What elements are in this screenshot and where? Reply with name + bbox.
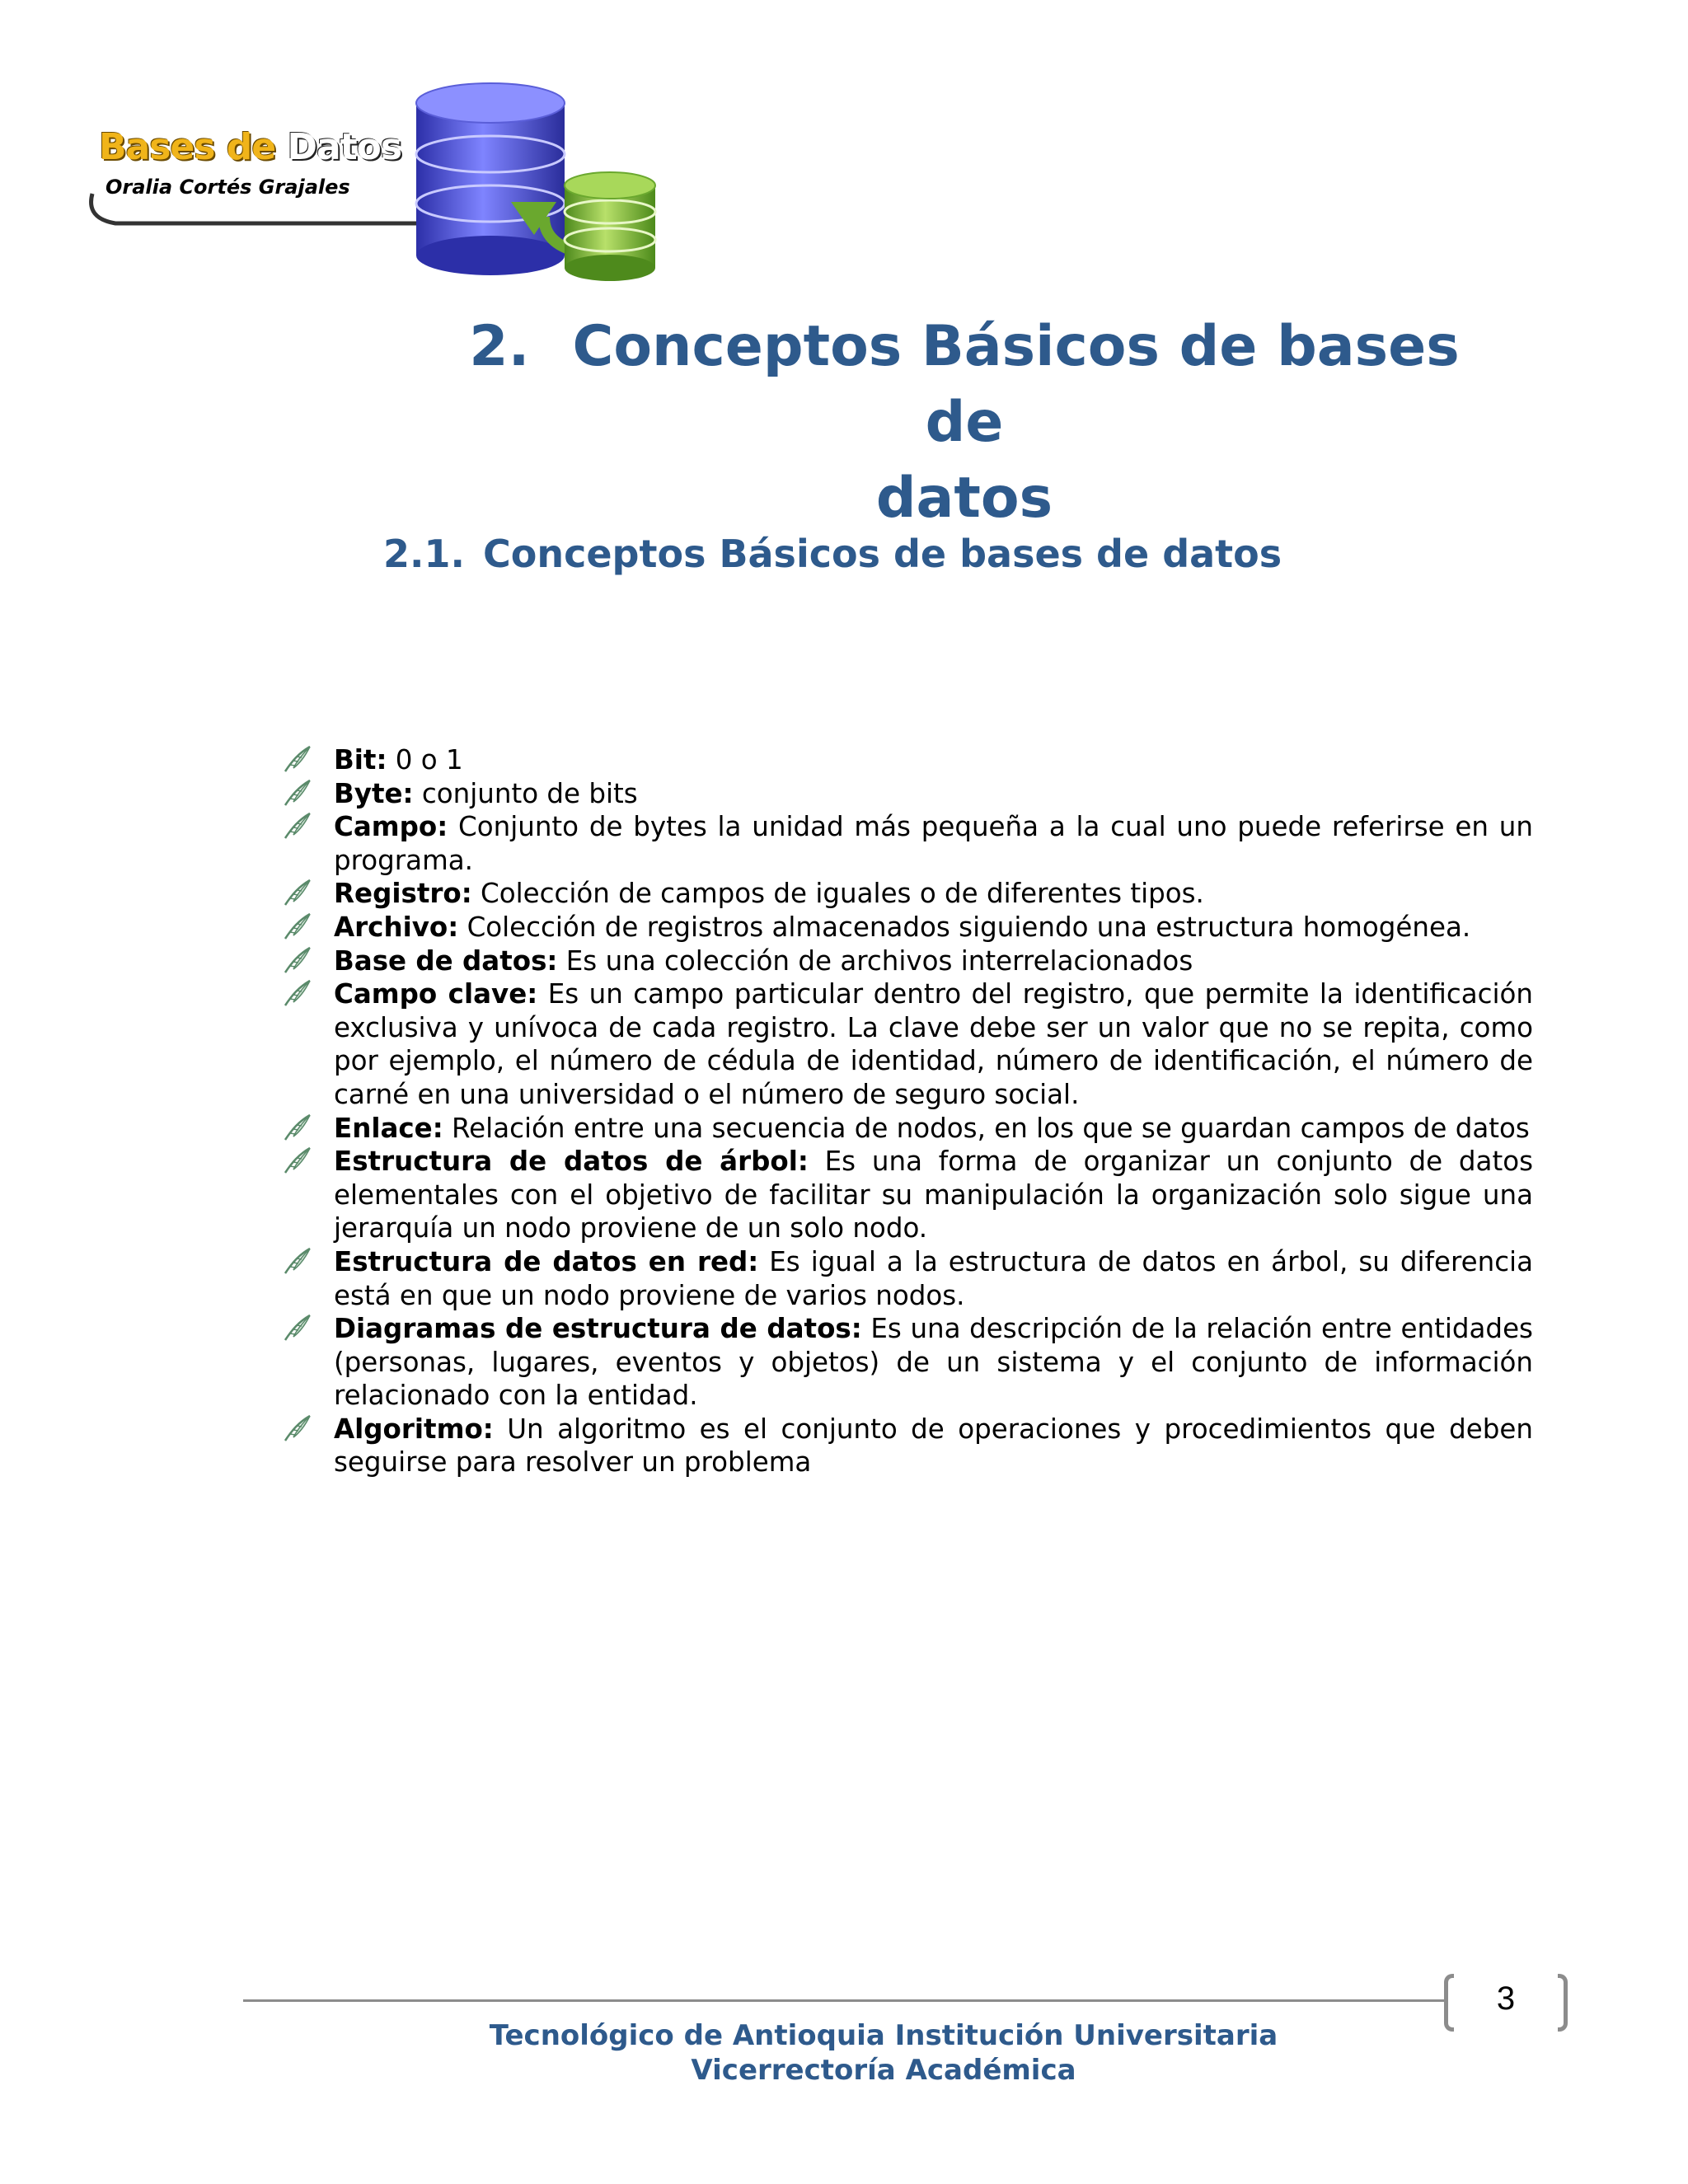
definition-text: Relación entre una secuencia de nodos, en los que se guardan campos de datos [443, 1112, 1530, 1144]
definition-term: Estructura de datos de árbol: [334, 1146, 809, 1178]
logo-title-part2: Datos [287, 126, 402, 168]
definition-term: Base de datos: [334, 944, 558, 977]
definition-term: Archivo: [334, 911, 459, 943]
definition-text: Un algoritmo es el conjunto de operaciones y procedimientos que deben seguirse para resolver un problema [334, 1413, 1533, 1479]
definitions-list [280, 743, 1533, 1479]
chapter-title [429, 309, 1500, 537]
definition-item [280, 911, 1533, 944]
definition-item [280, 1145, 1533, 1245]
feather-bullet-icon [280, 1112, 313, 1145]
feather-bullet-icon [280, 777, 313, 810]
definition-item [280, 1245, 1533, 1312]
feather-bullet-icon [280, 977, 313, 1010]
chapter-number: 2. [469, 314, 530, 379]
logo-author: Oralia Cortés Grajales [106, 176, 350, 199]
feather-bullet-icon [280, 1413, 313, 1446]
page-number: 3 [1496, 1980, 1516, 2017]
definition-text: Colección de campos de iguales o de diferentes tipos. [471, 878, 1204, 910]
definition-item [280, 777, 1533, 811]
definition-text: conjunto de bits [413, 777, 638, 809]
feather-bullet-icon [280, 810, 313, 843]
definition-item [280, 1312, 1533, 1413]
feather-bullet-icon [280, 743, 313, 776]
definition-text: Es una colección de archivos interrelacionados [557, 944, 1193, 977]
footer-institution: Tecnológico de Antioquia Institución Universitaria [489, 2019, 1278, 2052]
footer-department: Vicerrectoría Académica [691, 2054, 1076, 2087]
feather-bullet-icon [280, 1245, 313, 1278]
logo-title-part1: Bases de [99, 126, 276, 168]
definition-term: Diagramas de estructura de datos: [334, 1313, 862, 1345]
definition-term: Bit: [334, 744, 387, 776]
definition-term: Campo clave: [334, 978, 538, 1010]
definition-term: Enlace: [334, 1112, 443, 1144]
header-logo [82, 78, 676, 293]
definition-text: Conjunto de bytes la unidad más pequeña a la cual uno puede referirse en un programa. [334, 811, 1533, 876]
definition-text: Es igual a la estructura de datos en árbol, su diferencia está en que un nodo proviene de varios nodos. [334, 1245, 1534, 1311]
definition-term: Campo: [334, 811, 448, 843]
definition-term: Registro: [334, 878, 472, 910]
definition-item [280, 944, 1533, 978]
section-number: 2.1. [383, 532, 465, 576]
feather-bullet-icon [280, 944, 313, 977]
definition-item [280, 743, 1533, 777]
definition-item [280, 977, 1533, 1111]
section-title-text: Conceptos Básicos de bases de datos [482, 532, 1282, 576]
definition-term: Estructura de datos en red: [334, 1245, 759, 1277]
definition-text: 0 o 1 [387, 744, 463, 776]
definition-item [280, 810, 1533, 877]
feather-bullet-icon [280, 877, 313, 910]
definition-text: Es una descripción de la relación entre entidades (personas, lugares, eventos y objetos) de un sistema y el conjunto de información relacionado con la entidad. [334, 1313, 1533, 1412]
definition-item [280, 1413, 1533, 1479]
definition-term: Algoritmo: [334, 1413, 494, 1445]
section-title [383, 532, 1282, 576]
feather-bullet-icon [280, 911, 313, 944]
definition-item [280, 1112, 1533, 1146]
footer-divider [243, 1999, 1447, 2002]
definition-item [280, 877, 1533, 911]
logo-title [99, 126, 401, 168]
chapter-title-line2: datos [875, 466, 1053, 531]
definition-term: Byte: [334, 777, 414, 809]
definition-text: Es una forma de organizar un conjunto de datos elementales con el objetivo de facilitar su manipulación la organización solo sigue una jerarquía un nodo proviene de un solo nodo. [334, 1146, 1534, 1244]
definition-text: Colección de registros almacenados siguiendo una estructura homogénea. [458, 911, 1471, 943]
feather-bullet-icon [280, 1145, 313, 1178]
feather-bullet-icon [280, 1312, 313, 1345]
chapter-title-line1: Conceptos Básicos de bases de [572, 314, 1460, 455]
definition-text: Es un campo particular dentro del registro, que permite la identificación exclusiva y unívoca de cada registro. La clave debe ser un valor que no se repita, como por ejemplo, el número de cédula de identidad, número de identificación, el número de carné en una universidad o el número de seguro social. [334, 978, 1533, 1110]
